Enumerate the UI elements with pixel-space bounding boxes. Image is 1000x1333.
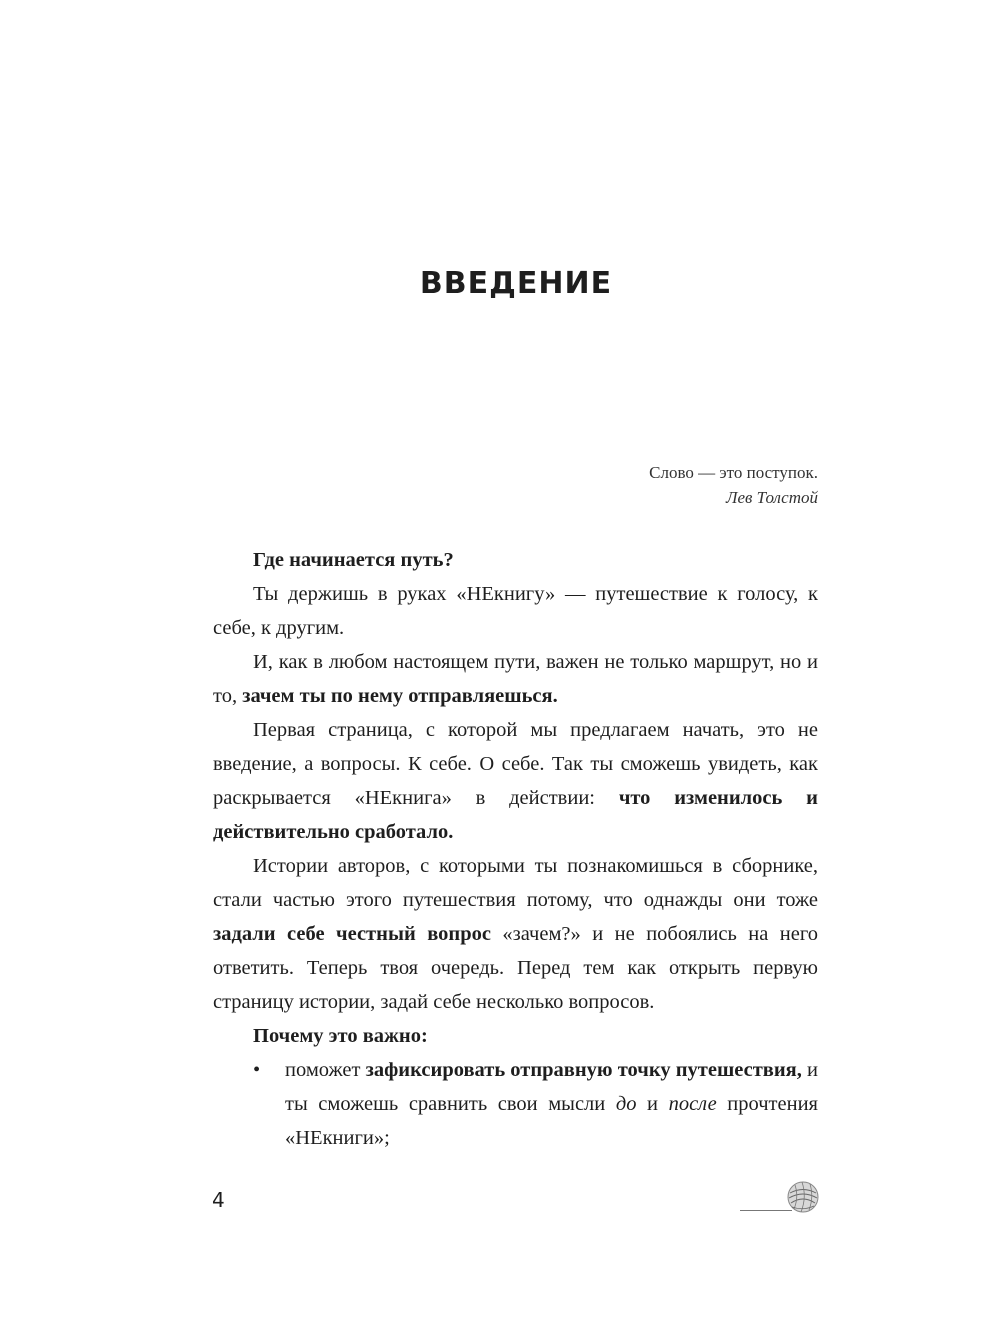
paragraph-1: Ты держишь в руках «НЕкнигу» — путешествие к голосу, к себе, к другим.	[213, 583, 818, 639]
paragraph-4	[213, 849, 818, 1019]
list-item	[213, 1053, 818, 1155]
page-number: 4	[212, 1188, 225, 1212]
paragraph-3	[213, 713, 818, 849]
bullet-italic-after: после	[668, 1093, 717, 1115]
paragraph-3-emphasis: что изменилось и действительно сработало.	[213, 787, 818, 843]
bullet-text-a: поможет	[285, 1059, 366, 1081]
paragraph-4-emphasis: задали себе честный вопрос	[213, 923, 491, 945]
bullet-italic-before: до	[615, 1093, 637, 1115]
bullet-text-b: и ты сможешь сравнить свои мысли	[285, 1059, 818, 1115]
bullet-dot: •	[253, 1059, 261, 1081]
bullet-text-d: прочтения «НЕкниги»;	[285, 1093, 818, 1149]
epigraph-author: Лев Толстой	[725, 488, 818, 507]
section-heading: Где начинается путь?	[253, 549, 454, 571]
bullet-text-c: и	[636, 1093, 669, 1115]
body-text	[213, 543, 818, 1155]
paragraph-3-text: Первая страница, с которой мы предлагаем начать, это не введение, а вопросы. К себе. О себе. Так ты сможешь увидеть, как раскрывается «НЕкнига» в действии:	[213, 719, 818, 809]
paragraph-2-emphasis: зачем ты по нему отправляешься.	[242, 685, 558, 707]
epigraph	[649, 460, 818, 510]
bullet-emphasis: зафиксировать отправную точку путешествия,	[365, 1059, 802, 1081]
bullet-list	[213, 1053, 818, 1155]
yarn-ball-icon	[786, 1180, 820, 1214]
epigraph-quote: Слово — это поступок.	[649, 463, 818, 482]
paragraph-2	[213, 645, 818, 713]
paragraph-2-text: И, как в любом настоящем пути, важен не только маршрут, но и то,	[213, 651, 818, 707]
paragraph-4-text-b: «зачем?» и не побоялись на него ответить. Теперь твоя очередь. Перед тем как открыть первую страницу истории, задай себе несколько вопросов.	[213, 923, 819, 1013]
ornament-line	[740, 1210, 792, 1211]
paragraph-4-text-a: Истории авторов, с которыми ты познакомишься в сборнике, стали частью этого путешествия потому, что однажды они тоже	[213, 855, 818, 911]
why-heading: Почему это важно:	[253, 1025, 428, 1047]
page-title: ВВЕДЕНИЕ	[419, 266, 613, 301]
